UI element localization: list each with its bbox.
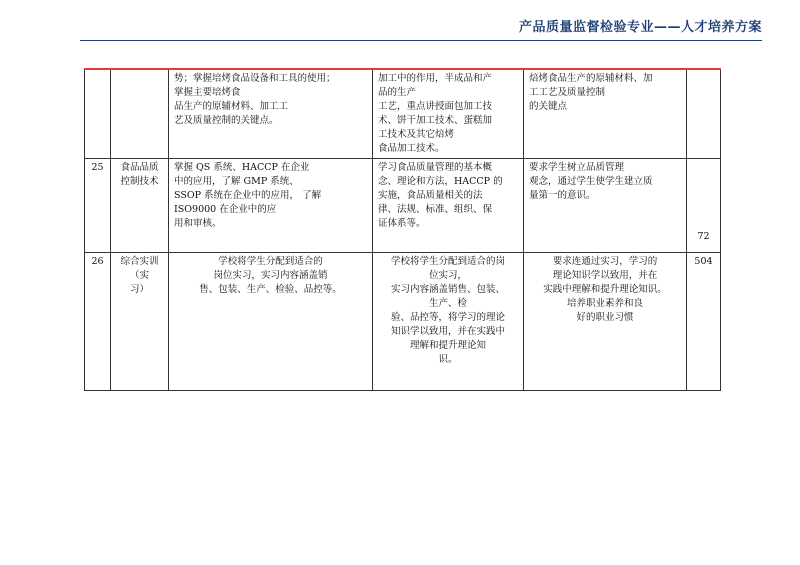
objective-cell: 势；掌握培烤食品设备和工具的使用； 掌握主要培烤食 品生产的原辅材料、加工工 艺及质量控制的关键点。 — [169, 69, 373, 159]
table-row — [85, 159, 721, 253]
curriculum-table — [84, 68, 721, 391]
requirement-cell: 焙烤食品生产的原辅材料、加 工工艺及质量控制 的关键点 — [524, 69, 687, 159]
objective-cell: 学校将学生分配到适合的 岗位实习，实习内容涵盖销 售、包装、生产、检验、品控等。 — [169, 253, 373, 391]
requirement-cell: 要求连通过实习，学习的 理论知识学以致用，并在 实践中理解和提升理论知识。 培养职业素养和良 好的职业习惯 — [524, 253, 687, 391]
course-number-cell: 26 — [85, 253, 111, 391]
content-cell: 学校将学生分配到适合的岗 位实习， 实习内容涵盖销售、包装、 生产、检 验、品控等，将学习的理论 知识学以致用，并在实践中 理解和提升理论知 识。 — [373, 253, 524, 391]
course-name-cell: 综合实训 （实 习） — [111, 253, 169, 391]
course-name-cell: 食品品质 控制技术 — [111, 159, 169, 253]
course-number-cell: 25 — [85, 159, 111, 253]
objective-cell: 掌握 QS 系统、HACCP 在企业 中的应用，了解 GMP 系统、 SSOP 系统在企业中的应用， 了解 ISO9000 在企业中的应 用和审核。 — [169, 159, 373, 253]
course-name-cell — [111, 69, 169, 159]
content-cell: 加工中的作用，半成品和产 品的生产 工艺，重点讲授面包加工技 术、饼干加工技术、蛋糕加 工技术及其它焙烤 食品加工技术。 — [373, 69, 524, 159]
table-row — [85, 69, 721, 159]
table-row — [85, 253, 721, 391]
hours-cell — [687, 69, 721, 159]
header-divider — [80, 40, 762, 41]
content-cell: 学习食品质量管理的基本概 念、理论和方法，HACCP 的 实施，食品质量相关的法 律、法规、标准、组织、保 证体系等。 — [373, 159, 524, 253]
requirement-cell: 要求学生树立品质管理 观念，通过学生使学生建立质 量第一的意识。 — [524, 159, 687, 253]
course-number-cell — [85, 69, 111, 159]
hours-cell: 72 — [687, 159, 721, 253]
hours-cell: 504 — [687, 253, 721, 391]
document-header-title: 产品质量监督检验专业——人才培养方案 — [518, 20, 762, 35]
